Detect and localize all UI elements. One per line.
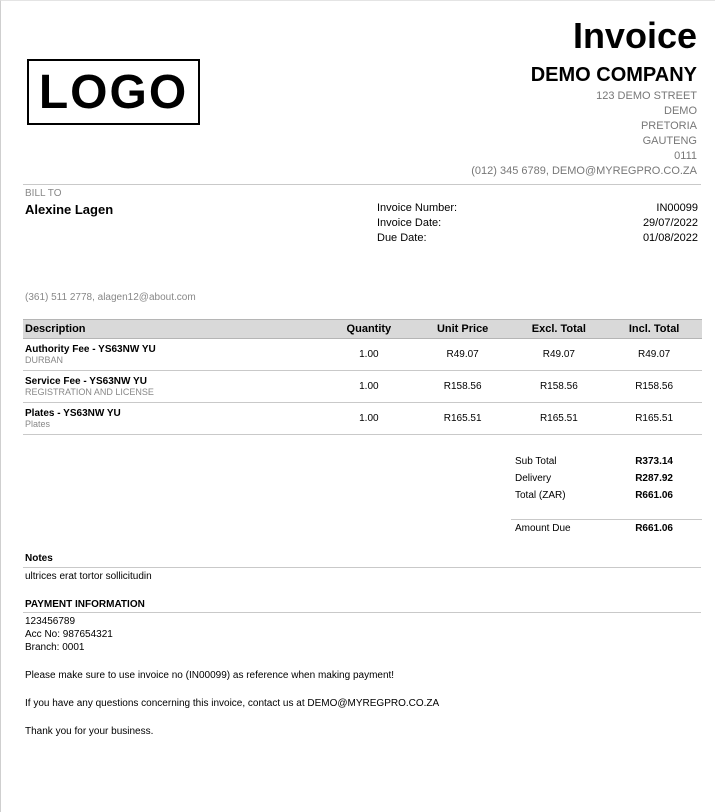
company-address xyxy=(471,89,697,179)
address-line: 123 DEMO STREET xyxy=(596,90,697,102)
subtotal-row xyxy=(515,453,673,470)
table-header-row xyxy=(23,320,702,339)
notes-title: Notes xyxy=(25,553,53,564)
item-incl-total: R165.51 xyxy=(606,403,702,435)
item-name: Service Fee - YS63NW YU xyxy=(25,376,147,387)
reference-note: Please make sure to use invoice no (IN00099) as reference when making payment! xyxy=(25,670,395,681)
address-line: GAUTENG xyxy=(642,135,697,147)
item-excl-total: R158.56 xyxy=(512,371,607,403)
thank-you-note: Thank you for your business. xyxy=(25,726,154,737)
due-date-row xyxy=(377,231,698,246)
item-unit-price: R49.07 xyxy=(414,339,512,371)
item-description xyxy=(23,371,324,403)
table-row xyxy=(23,339,702,371)
address-line: PRETORIA xyxy=(640,120,697,132)
notes-divider xyxy=(23,567,701,568)
invoice-meta xyxy=(377,201,698,246)
amount-due-divider xyxy=(511,519,702,520)
totals-value: R661.06 xyxy=(635,490,673,501)
payment-divider xyxy=(23,612,701,613)
item-subtitle: Plates xyxy=(25,419,51,429)
delivery-row xyxy=(515,470,673,487)
header-divider xyxy=(23,184,701,185)
meta-value: IN00099 xyxy=(656,202,698,214)
meta-label: Invoice Date: xyxy=(377,217,442,229)
totals-label: Total (ZAR) xyxy=(515,490,566,501)
column-header-unit-price: Unit Price xyxy=(414,320,512,339)
company-logo: LOGO xyxy=(27,59,200,125)
totals-block xyxy=(515,453,673,504)
item-quantity: 1.00 xyxy=(324,371,414,403)
total-row xyxy=(515,487,673,504)
column-header-quantity: Quantity xyxy=(324,320,414,339)
item-subtitle: REGISTRATION AND LICENSE xyxy=(25,387,154,397)
item-name: Plates - YS63NW YU xyxy=(25,408,121,419)
bill-to-label: BILL TO xyxy=(25,188,62,199)
meta-label: Due Date: xyxy=(377,232,427,244)
invoice-header xyxy=(471,15,697,179)
item-quantity: 1.00 xyxy=(324,339,414,371)
invoice-number-row xyxy=(377,201,698,216)
amount-due-label: Amount Due xyxy=(515,523,571,534)
meta-value: 01/08/2022 xyxy=(642,232,698,244)
bill-to-name: Alexine Lagen xyxy=(25,202,114,217)
invoice-title: Invoice xyxy=(572,15,697,56)
column-header-incl-total: Incl. Total xyxy=(606,320,702,339)
item-description xyxy=(23,403,324,435)
item-excl-total: R49.07 xyxy=(512,339,607,371)
column-header-description: Description xyxy=(23,320,324,339)
meta-value: 29/07/2022 xyxy=(642,217,698,229)
invoice-date-row xyxy=(377,216,698,231)
table-row xyxy=(23,403,702,435)
totals-label: Delivery xyxy=(515,473,552,484)
company-contact: (012) 345 6789, DEMO@MYREGPRO.CO.ZA xyxy=(471,165,697,177)
payment-line: Acc No: 987654321 xyxy=(25,629,113,640)
totals-value: R373.14 xyxy=(635,456,673,467)
item-excl-total: R165.51 xyxy=(512,403,607,435)
item-description xyxy=(23,339,324,371)
questions-note: If you have any questions concerning this invoice, contact us at DEMO@MYREGPRO.CO.ZA xyxy=(25,698,440,709)
meta-label: Invoice Number: xyxy=(377,202,458,214)
totals-label: Sub Total xyxy=(515,456,557,467)
amount-due-row xyxy=(515,523,673,534)
payment-details xyxy=(25,615,113,654)
table-row xyxy=(23,371,702,403)
item-incl-total: R158.56 xyxy=(606,371,702,403)
address-line: 0111 xyxy=(674,150,697,162)
payment-line: 123456789 xyxy=(25,616,76,627)
company-name: DEMO COMPANY xyxy=(530,64,697,86)
payment-info-title: PAYMENT INFORMATION xyxy=(25,599,145,610)
bill-to-contact: (361) 511 2778, alagen12@about.com xyxy=(25,292,196,303)
line-items-table xyxy=(23,319,702,435)
item-unit-price: R158.56 xyxy=(414,371,512,403)
column-header-excl-total: Excl. Total xyxy=(512,320,607,339)
totals-value: R287.92 xyxy=(635,473,673,484)
notes-text: ultrices erat tortor sollicitudin xyxy=(25,571,152,582)
item-incl-total: R49.07 xyxy=(606,339,702,371)
item-subtitle: DURBAN xyxy=(25,355,64,365)
item-name: Authority Fee - YS63NW YU xyxy=(25,344,156,355)
address-line: DEMO xyxy=(664,105,697,117)
item-quantity: 1.00 xyxy=(324,403,414,435)
payment-line: Branch: 0001 xyxy=(25,642,85,653)
item-unit-price: R165.51 xyxy=(414,403,512,435)
amount-due-value: R661.06 xyxy=(635,523,673,534)
